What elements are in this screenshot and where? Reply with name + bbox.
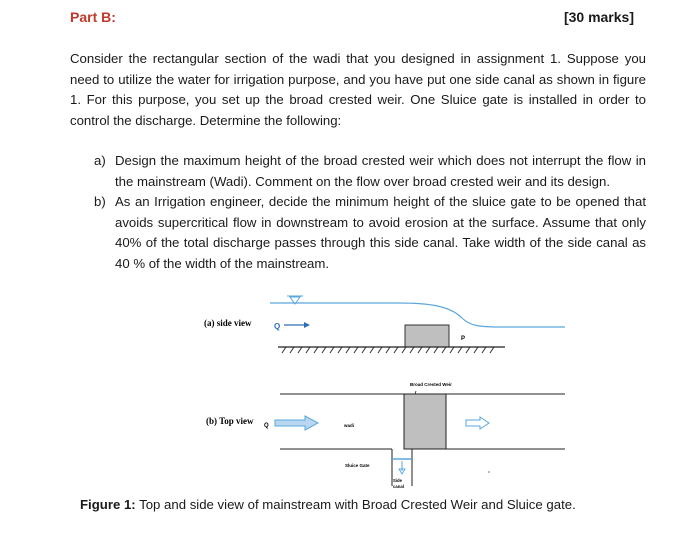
side-q-label: Q <box>274 322 281 331</box>
caption-text: Top and side view of mainstream with Broad Crested Weir and Sluice gate. <box>135 497 576 512</box>
side-weir-block <box>405 325 449 347</box>
question-b-label: b) <box>94 194 106 209</box>
p-label: P <box>461 336 466 342</box>
water-surface-line <box>270 303 565 327</box>
side-canal-flow-arrow-icon <box>399 461 405 474</box>
side-canal-label-2: canal <box>393 484 404 489</box>
question-a-text: Design the maximum height of the broad crested weir which does not interrupt the flow in the mainstream (Wadi). Comment on the flow over broad crested weir and its design. <box>115 153 646 189</box>
top-view-label: (b) Top view <box>206 416 254 426</box>
weir-label: Broad Crested Weir <box>410 382 452 387</box>
marks-label: [30 marks] <box>563 9 634 25</box>
sluice-label: Sluice Gate <box>345 463 370 468</box>
side-canal-label-1: Side <box>393 478 403 483</box>
intro-paragraph: Consider the rectangular section of the wadi that you designed in assignment 1. Suppose you need to utilize the water for irrigation purpose, and you have put one side canal as shown in figure 1. For this purpose, you set up the broad crested weir. One Sluice gate is installed in order to control the discharge. Determine the following: <box>70 51 646 128</box>
top-q-label: Q <box>264 423 269 429</box>
caption-label: Figure 1: <box>80 497 136 512</box>
side-view-label: (a) side view <box>204 318 252 328</box>
figure-caption <box>80 497 576 512</box>
top-weir-block <box>404 394 446 449</box>
part-title: Part B: <box>70 9 116 25</box>
flow-arrow-icon <box>284 322 310 328</box>
question-a-label: a) <box>94 153 106 168</box>
channel-bed <box>278 347 505 353</box>
inflow-arrow-icon <box>275 416 318 430</box>
stray-dot <box>488 471 490 473</box>
question-b-text: As an Irrigation engineer, decide the minimum height of the sluice gate to be opened that avoids supercritical flow in downstream to avoid erosion at the surface. Assume that only 40% of the total discharge passes through this side canal. Take width of the side canal as 40 % of the width of the mainstream. <box>115 194 646 271</box>
outflow-arrow-icon <box>466 417 489 429</box>
wadi-label: wadi <box>344 423 355 428</box>
